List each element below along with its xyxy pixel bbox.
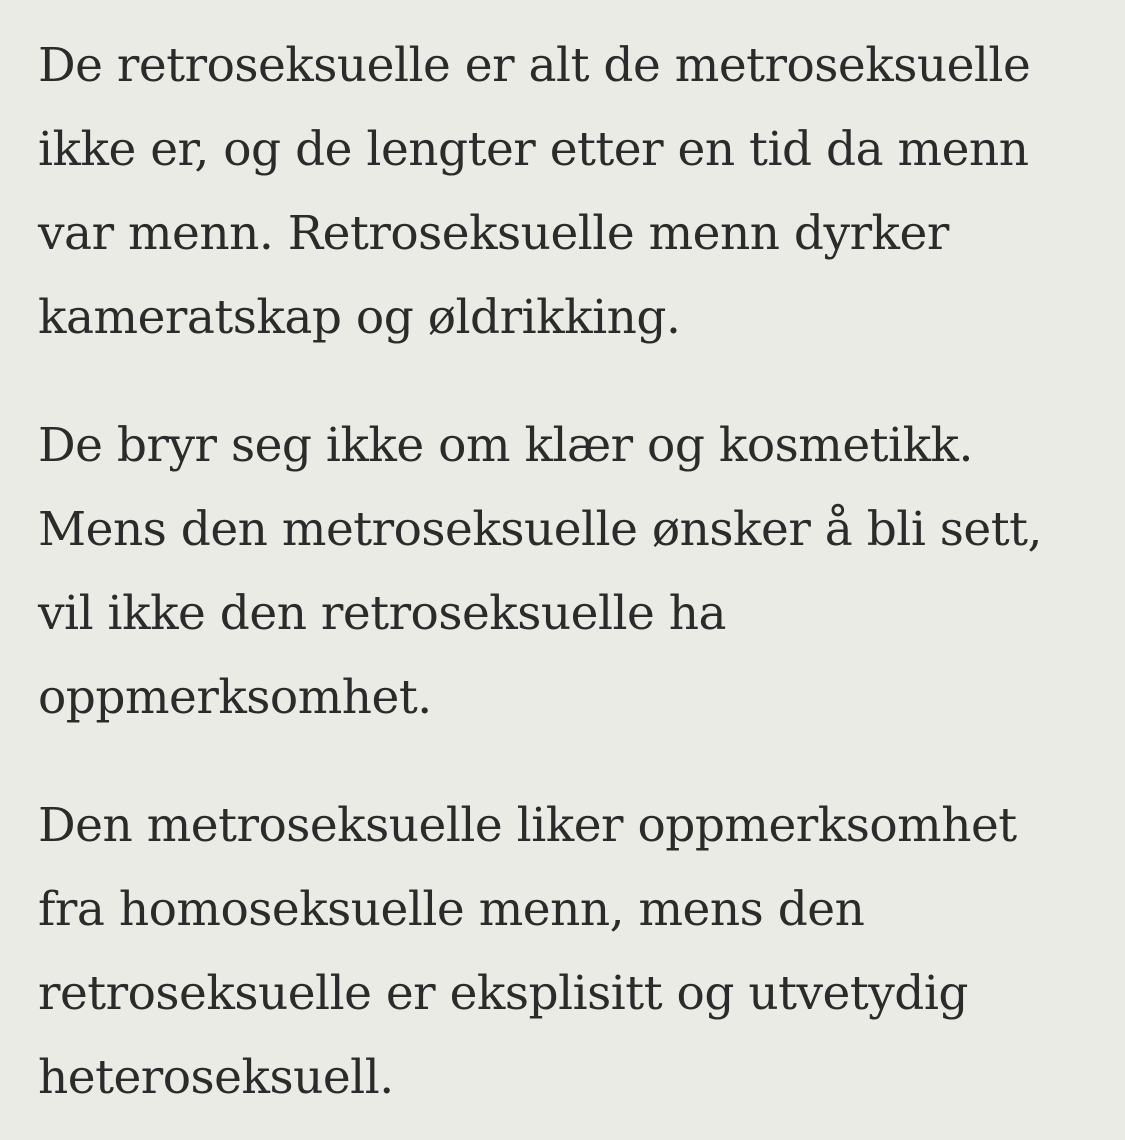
paragraph-line: var menn. Retroseksuelle menn dyrker: [38, 206, 949, 261]
paragraph-line: De bryr seg ikke om klær og kosmetikk.: [38, 418, 973, 473]
paragraph-line: kameratskap og øldrikking.: [38, 290, 681, 345]
paragraph-line: vil ikke den retroseksuelle ha: [38, 586, 727, 641]
paragraph-line: oppmerksomhet.: [38, 670, 432, 725]
paragraph-line: fra homoseksuelle menn, mens den: [38, 882, 865, 937]
paragraph-line: retroseksuelle er eksplisitt og utvetydig: [38, 966, 969, 1021]
paragraph-line: heteroseksuell.: [38, 1050, 394, 1105]
article-body: [38, 24, 1078, 1120]
paragraph-line: ikke er, og de lengter etter en tid da menn: [38, 122, 1029, 177]
paragraph-2: [38, 404, 1078, 740]
paragraph-3: [38, 784, 1078, 1120]
paragraph-1: [38, 24, 1078, 360]
paragraph-line: De retroseksuelle er alt de metroseksuelle: [38, 38, 1031, 93]
paragraph-line: Den metroseksuelle liker oppmerksomhet: [38, 798, 1017, 853]
paragraph-line: Mens den metroseksuelle ønsker å bli sett,: [38, 502, 1042, 557]
